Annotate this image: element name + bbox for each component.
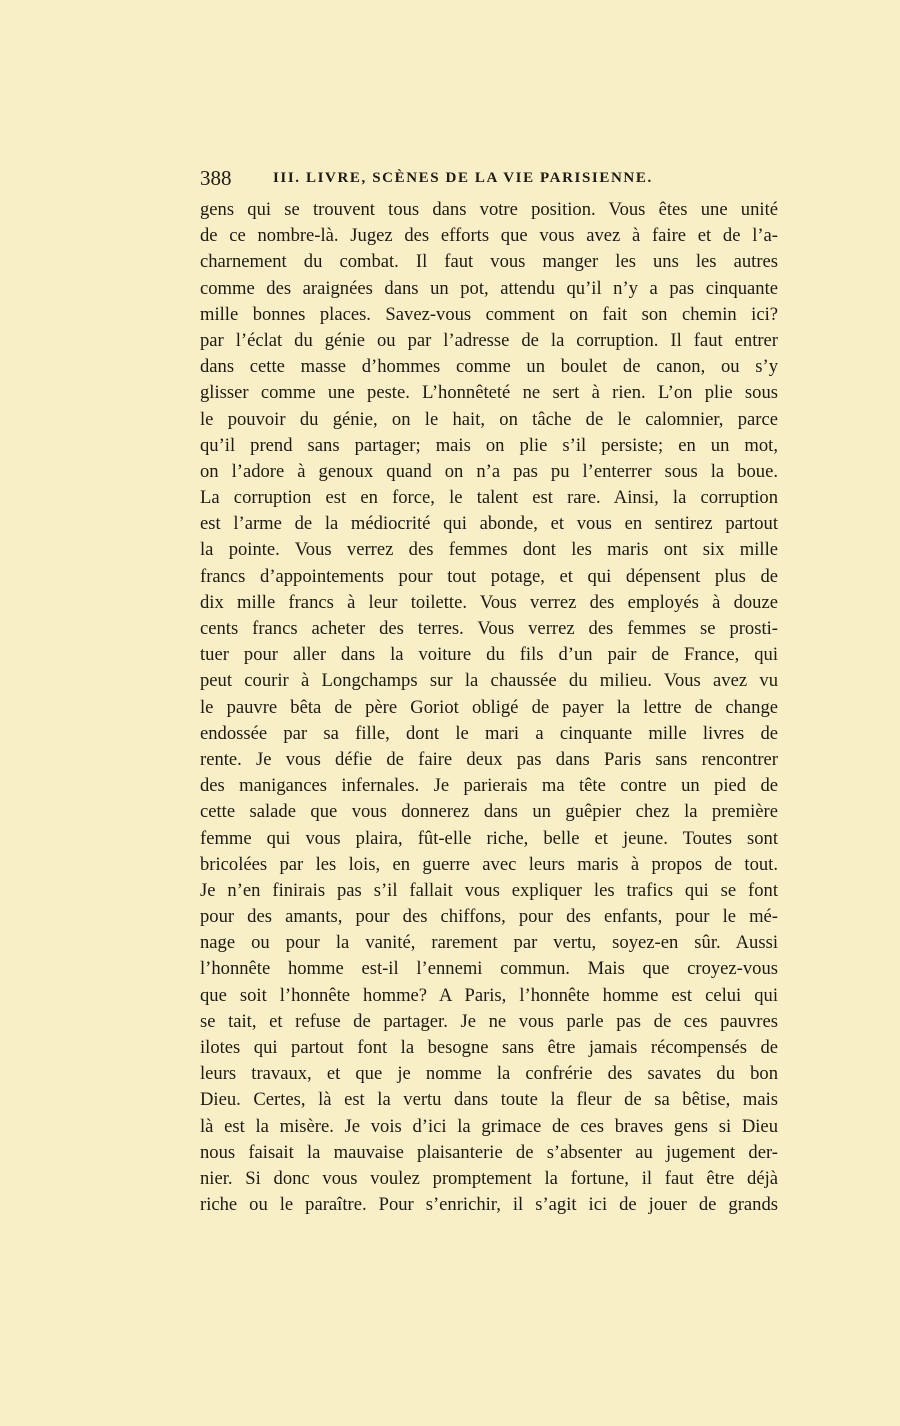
text-line: se tait, et refuse de partager. Je ne vous parle pas de ces pauvres bbox=[200, 1010, 778, 1032]
text-line: là est la misère. Je vois d’ici la grimace de ces braves gens si Dieu bbox=[200, 1115, 778, 1137]
text-line: que soit l’honnête homme? A Paris, l’honnête homme est celui qui bbox=[200, 984, 778, 1006]
text-line: de ce nombre-là. Jugez des efforts que vous avez à faire et de l’a- bbox=[200, 225, 778, 247]
text-line: tuer pour aller dans la voiture du fils d’un pair de France, qui bbox=[200, 644, 778, 666]
text-line: la pointe. Vous verrez des femmes dont les maris ont six mille bbox=[200, 539, 778, 561]
text-line: dix mille francs à leur toilette. Vous verrez des employés à douze bbox=[200, 591, 778, 613]
running-title: III. LIVRE, SCÈNES DE LA VIE PARISIENNE. bbox=[273, 170, 653, 186]
text-line: gens qui se trouvent tous dans votre position. Vous êtes une unité bbox=[200, 199, 778, 220]
text-line: femme qui vous plaira, fût-elle riche, belle et jeune. Toutes sont bbox=[200, 827, 778, 849]
text-line: nage ou pour la vanité, rarement par vertu, soyez-en sûr. Aussi bbox=[200, 932, 778, 954]
text-line: francs d’appointements pour tout potage, et qui dépensent plus de bbox=[200, 565, 778, 587]
text-line: le pauvre bêta de père Goriot obligé de payer la lettre de change bbox=[200, 696, 778, 718]
text-line: leurs travaux, et que je nomme la confrérie des savates du bon bbox=[200, 1063, 778, 1085]
text-line: est l’arme de la médiocrité qui abonde, et vous en sentirez partout bbox=[200, 513, 778, 535]
text-line: peut courir à Longchamps sur la chaussée du milieu. Vous avez vu bbox=[200, 670, 778, 692]
text-line: bricolées par les lois, en guerre avec leurs maris à propos de tout. bbox=[200, 853, 778, 875]
text-line: riche ou le paraître. Pour s’enrichir, il s’agit ici de jouer de grands bbox=[200, 1194, 778, 1216]
text-line: Dieu. Certes, là est la vertu dans toute la fleur de sa bêtise, mais bbox=[200, 1089, 778, 1111]
text-line: nous faisait la mauvaise plaisanterie de s’absenter au jugement der- bbox=[200, 1141, 778, 1163]
text-line: l’honnête homme est-il l’ennemi commun. Mais que croyez-vous bbox=[200, 958, 778, 980]
text-line: mille bonnes places. Savez-vous comment on fait son chemin ici? bbox=[200, 303, 778, 325]
text-line: charnement du combat. Il faut vous manger les uns les autres bbox=[200, 251, 778, 273]
page-number: 388 bbox=[200, 166, 232, 190]
text-line: rente. Je vous défie de faire deux pas dans Paris sans rencontrer bbox=[200, 748, 778, 770]
text-line: pour des amants, pour des chiffons, pour des enfants, pour le mé- bbox=[200, 906, 778, 928]
text-line: glisser comme une peste. L’honnêteté ne sert à rien. L’on plie sous bbox=[200, 382, 778, 404]
text-line: Je n’en finirais pas s’il fallait vous expliquer les trafics qui se font bbox=[200, 879, 778, 901]
text-line: on l’adore à genoux quand on n’a pas pu l’enterrer sous la boue. bbox=[200, 460, 778, 482]
text-line: La corruption est en force, le talent est rare. Ainsi, la corruption bbox=[200, 487, 778, 509]
text-line: cents francs acheter des terres. Vous verrez des femmes se prosti- bbox=[200, 618, 778, 639]
text-line: par l’éclat du génie ou par l’adresse de la corruption. Il faut entrer bbox=[200, 329, 778, 351]
text-line: nier. Si donc vous voulez promptement la fortune, il faut être déjà bbox=[200, 1167, 778, 1189]
text-line: endossée par sa fille, dont le mari a cinquante mille livres de bbox=[200, 722, 778, 744]
body-text bbox=[200, 197, 778, 1218]
text-line: ilotes qui partout font la besogne sans être jamais récompensés de bbox=[200, 1037, 778, 1058]
text-line: dans cette masse d’hommes comme un boulet de canon, ou s’y bbox=[200, 356, 778, 378]
text-line: cette salade que vous donnerez dans un guêpier chez la première bbox=[200, 801, 778, 823]
text-line: qu’il prend sans partager; mais on plie s’il persiste; en un mot, bbox=[200, 434, 778, 456]
text-line: des manigances infernales. Je parierais ma tête contre un pied de bbox=[200, 775, 778, 797]
running-header bbox=[200, 166, 778, 194]
text-line: comme des araignées dans un pot, attendu qu’il n’y a pas cinquante bbox=[200, 277, 778, 299]
text-line: le pouvoir du génie, on le hait, on tâche de le calomnier, parce bbox=[200, 408, 778, 430]
